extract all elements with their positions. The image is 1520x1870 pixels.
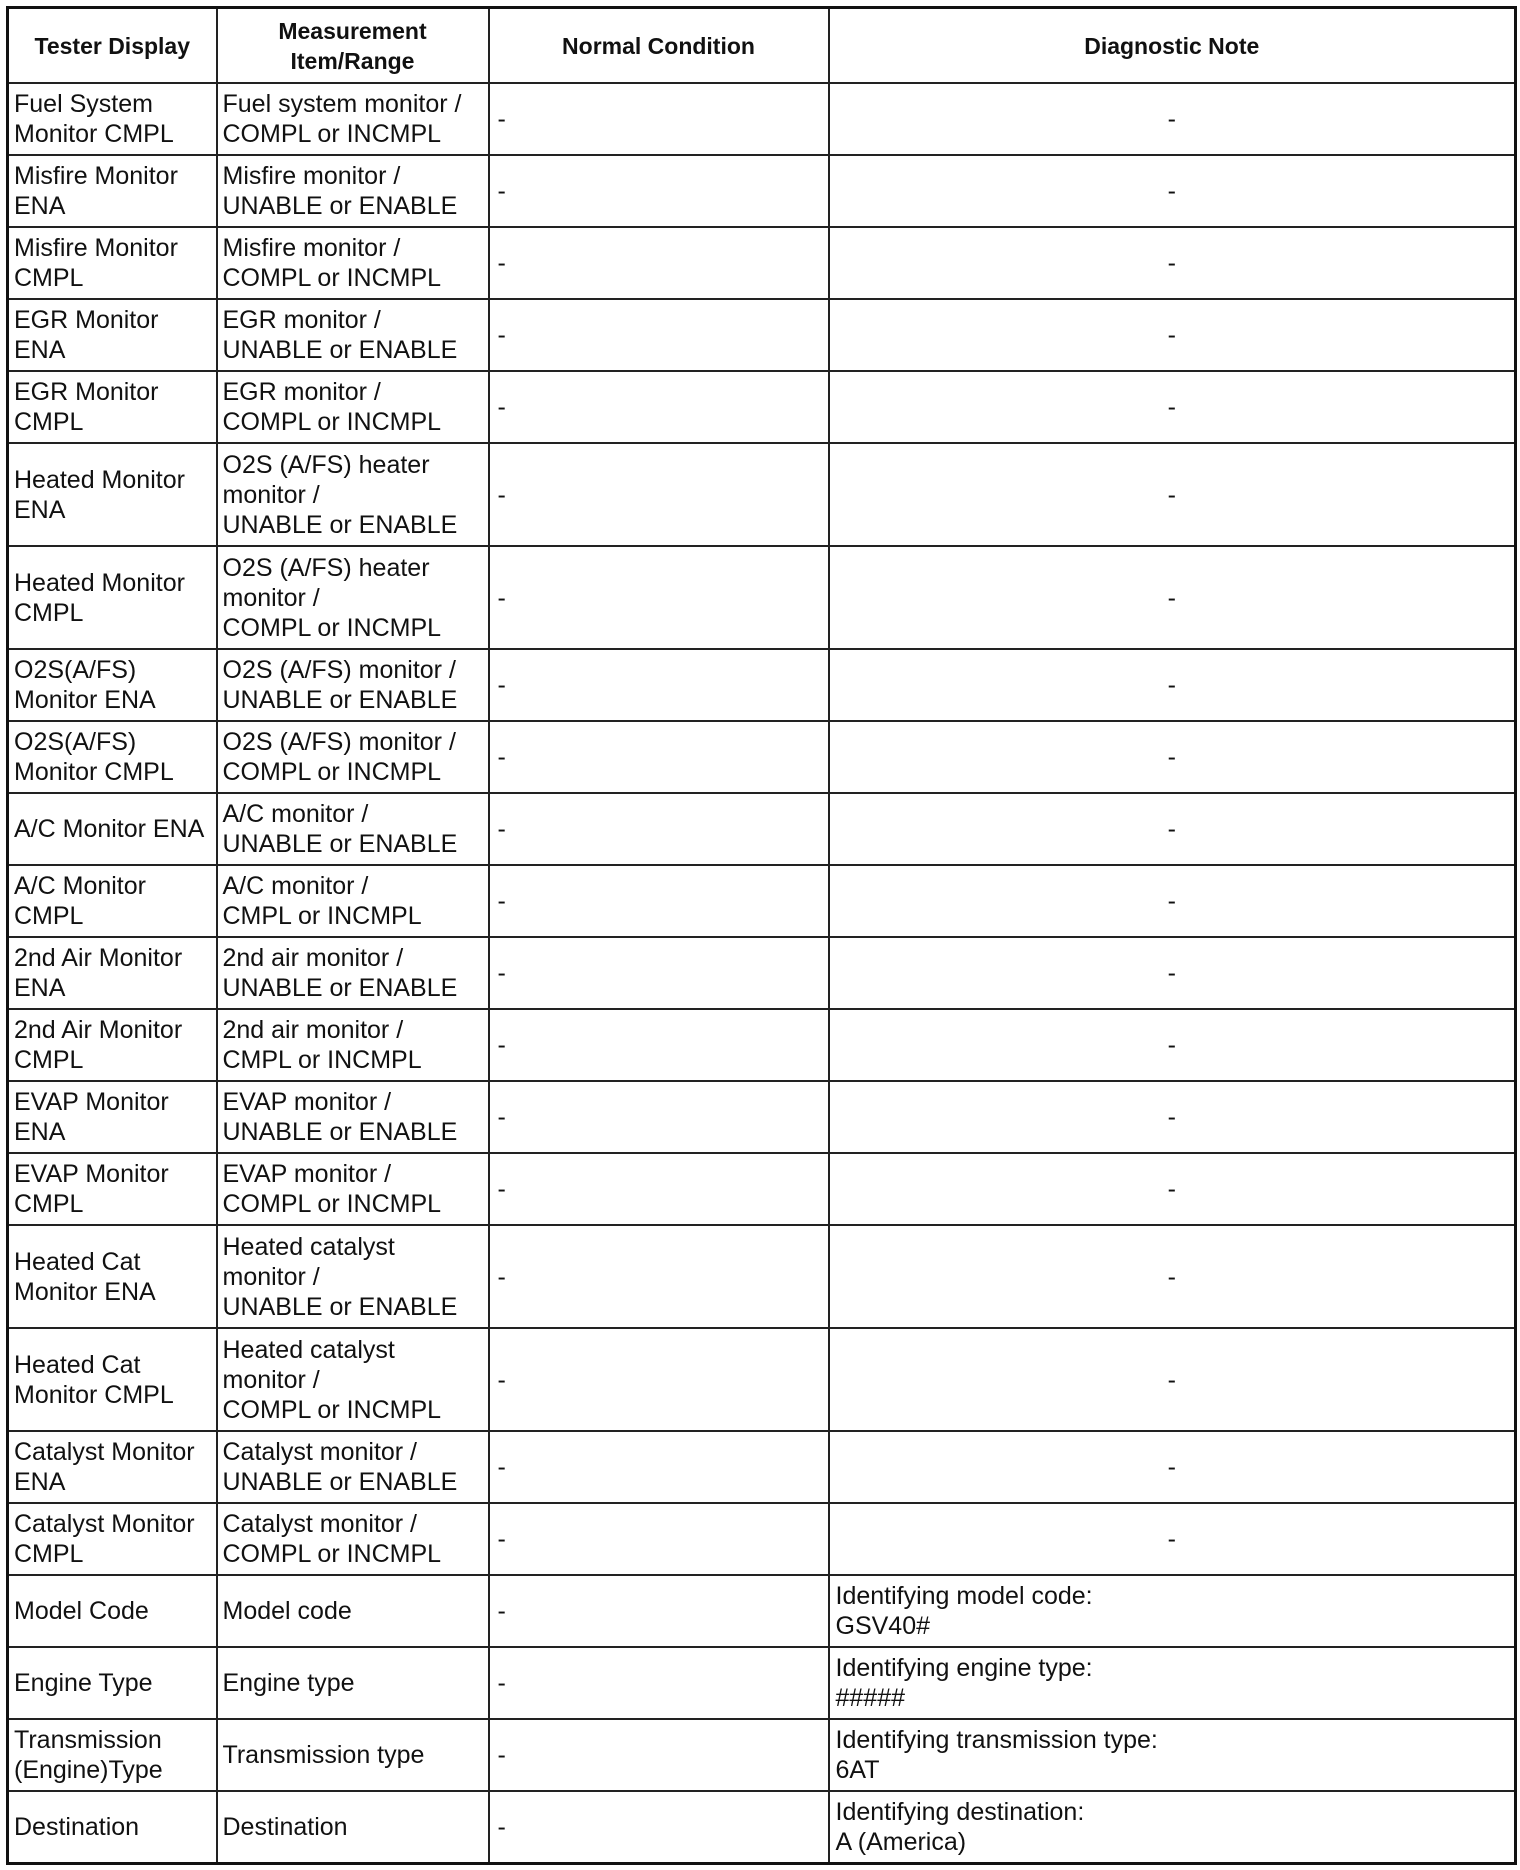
diagnostic-note-cell-line: - — [1167, 393, 1176, 421]
measurement-item-cell-line: 2nd air monitor / — [222, 944, 404, 972]
normal-condition-cell: - — [489, 1647, 829, 1719]
diagnostic-note-cell-line: GSV40# — [835, 1612, 931, 1640]
measurement-item-cell — [217, 299, 489, 371]
tester-display-cell — [8, 721, 217, 793]
table-row — [8, 649, 1516, 721]
diagnostic-note-cell — [829, 299, 1516, 371]
tester-display-cell — [8, 1328, 217, 1431]
diagnostic-note-cell-line: ##### — [835, 1684, 906, 1712]
tester-display-cell — [8, 1009, 217, 1081]
tester-display-cell-line: Monitor ENA — [14, 686, 156, 714]
tester-display-cell — [8, 1791, 217, 1864]
normal-condition-cell: - — [489, 155, 829, 227]
measurement-item-cell-line: UNABLE or ENABLE — [222, 686, 458, 714]
tester-display-cell — [8, 1719, 217, 1791]
measurement-item-cell-line: Transmission type — [222, 1741, 425, 1769]
measurement-item-cell — [217, 1009, 489, 1081]
diagnostic-note-cell-line: - — [1167, 583, 1176, 612]
tester-display-cell — [8, 793, 217, 865]
measurement-item-cell-line: EGR monitor / — [222, 306, 381, 334]
normal-condition-cell: - — [489, 299, 829, 371]
tester-display-cell — [8, 546, 217, 649]
diagnostic-note-cell — [829, 155, 1516, 227]
normal-condition-cell: - — [489, 1431, 829, 1503]
measurement-item-cell — [217, 721, 489, 793]
measurement-item-cell-line: Catalyst monitor / — [222, 1510, 418, 1538]
table-row — [8, 1328, 1516, 1431]
table-row — [8, 1719, 1516, 1791]
measurement-item-cell — [217, 1225, 489, 1328]
normal-condition-cell: - — [489, 937, 829, 1009]
tester-display-cell-line: Engine Type — [14, 1669, 153, 1697]
tester-display-cell — [8, 1081, 217, 1153]
measurement-item-cell-line: Catalyst monitor / — [222, 1438, 418, 1466]
diagnostic-note-cell-line: - — [1167, 959, 1176, 987]
tester-display-cell-line: CMPL — [14, 902, 84, 930]
tester-display-cell-line: Destination — [14, 1813, 140, 1841]
tester-display-cell — [8, 1431, 217, 1503]
tester-display-cell-line: O2S(A/FS) — [14, 656, 137, 684]
diagnostic-note-cell — [829, 1503, 1516, 1575]
measurement-item-cell — [217, 1431, 489, 1503]
measurement-item-cell — [217, 937, 489, 1009]
measurement-item-cell — [217, 1575, 489, 1647]
normal-condition-cell: - — [489, 1575, 829, 1647]
table-row — [8, 371, 1516, 443]
tester-display-cell-line: (Engine)Type — [14, 1756, 163, 1784]
tester-display-cell-line: Catalyst Monitor — [14, 1438, 195, 1466]
measurement-item-cell-line: Misfire monitor / — [222, 234, 401, 262]
diagnostic-note-cell-line: - — [1167, 1453, 1176, 1481]
tester-display-cell-line: Catalyst Monitor — [14, 1510, 195, 1538]
normal-condition-cell: - — [489, 1009, 829, 1081]
measurement-item-cell-line: O2S (A/FS) monitor / — [222, 728, 456, 756]
diagnostic-note-cell-line: - — [1167, 1103, 1176, 1131]
table-row — [8, 443, 1516, 546]
tester-display-cell-line: Heated Cat — [14, 1247, 141, 1276]
measurement-item-cell-line: COMPL or INCMPL — [222, 1540, 442, 1568]
table-row — [8, 155, 1516, 227]
diagnostic-note-cell-line: - — [1167, 177, 1176, 205]
measurement-item-cell-line: UNABLE or ENABLE — [222, 1118, 458, 1146]
table-row — [8, 721, 1516, 793]
measurement-item-cell-line: UNABLE or ENABLE — [222, 1292, 458, 1321]
tester-display-cell-line: Fuel System — [14, 90, 153, 118]
measurement-item-cell — [217, 155, 489, 227]
tester-display-cell — [8, 155, 217, 227]
table-row — [8, 1503, 1516, 1575]
table-row — [8, 1009, 1516, 1081]
measurement-item-cell-line: COMPL or INCMPL — [222, 1190, 442, 1218]
tester-display-cell-line: A/C Monitor ENA — [14, 815, 205, 843]
tester-display-cell-line: CMPL — [14, 1046, 84, 1074]
measurement-item-cell — [217, 227, 489, 299]
measurement-item-cell-line: monitor / — [222, 480, 320, 509]
measurement-item-cell — [217, 649, 489, 721]
tester-display-cell — [8, 1153, 217, 1225]
tester-display-cell-line: ENA — [14, 974, 66, 1002]
tester-display-cell-line: Monitor CMPL — [14, 758, 174, 786]
measurement-item-cell — [217, 1503, 489, 1575]
measurement-item-cell-line: UNABLE or ENABLE — [222, 336, 458, 364]
normal-condition-cell: - — [489, 371, 829, 443]
tester-display-cell — [8, 299, 217, 371]
measurement-item-cell-line: A/C monitor / — [222, 872, 369, 900]
measurement-item-cell — [217, 1791, 489, 1864]
diagnostic-note-cell-line: Identifying destination: — [835, 1798, 1085, 1826]
diagnostic-note-cell — [829, 865, 1516, 937]
header-measurement-line: Measurement — [278, 17, 427, 44]
measurement-item-cell-line: UNABLE or ENABLE — [222, 192, 458, 220]
measurement-item-cell — [217, 1719, 489, 1791]
diagnostic-note-cell — [829, 371, 1516, 443]
normal-condition-cell: - — [489, 1503, 829, 1575]
diagnostic-note-cell-line: - — [1167, 1175, 1176, 1203]
measurement-item-cell-line: Model code — [222, 1597, 352, 1625]
diagnostic-note-cell-line: - — [1167, 249, 1176, 277]
measurement-item-cell — [217, 1647, 489, 1719]
diagnostic-note-cell-line: - — [1167, 743, 1176, 771]
header-measurement-item-range — [217, 8, 489, 84]
tester-display-cell-line: CMPL — [14, 598, 84, 627]
tester-display-cell-line: Misfire Monitor — [14, 162, 178, 190]
diagnostic-note-cell-line: A (America) — [835, 1828, 967, 1856]
diagnostic-note-cell — [829, 1431, 1516, 1503]
measurement-item-cell-line: COMPL or INCMPL — [222, 408, 442, 436]
tester-display-cell — [8, 83, 217, 155]
tester-display-cell-line: ENA — [14, 1118, 66, 1146]
normal-condition-cell: - — [489, 649, 829, 721]
measurement-item-cell-line: monitor / — [222, 583, 320, 612]
diagnostic-note-cell-line: - — [1167, 1262, 1176, 1291]
measurement-item-cell — [217, 1328, 489, 1431]
diagnostic-note-cell — [829, 227, 1516, 299]
measurement-item-cell — [217, 83, 489, 155]
measurement-item-cell — [217, 1153, 489, 1225]
tester-display-cell-line: Monitor ENA — [14, 1277, 156, 1306]
diagnostic-note-cell — [829, 1575, 1516, 1647]
measurement-item-cell-line: COMPL or INCMPL — [222, 264, 442, 292]
tester-display-cell-line: 2nd Air Monitor — [14, 1016, 183, 1044]
measurement-item-cell-line: monitor / — [222, 1262, 320, 1291]
measurement-item-cell-line: Engine type — [222, 1669, 355, 1697]
diagnostic-note-cell — [829, 1791, 1516, 1864]
table-row — [8, 227, 1516, 299]
diagnostic-note-cell — [829, 1647, 1516, 1719]
diagnostic-note-cell-line: - — [1167, 887, 1176, 915]
tester-display-cell — [8, 865, 217, 937]
diagnostic-note-cell-line: - — [1167, 671, 1176, 699]
measurement-item-cell-line: EGR monitor / — [222, 378, 381, 406]
tester-display-cell-line: Heated Monitor — [14, 568, 185, 597]
tester-display-cell-line: 2nd Air Monitor — [14, 944, 183, 972]
tester-display-cell-line: EGR Monitor — [14, 378, 159, 406]
normal-condition-cell: - — [489, 227, 829, 299]
diagnostic-note-cell-line: - — [1167, 321, 1176, 349]
tester-display-cell-line: CMPL — [14, 408, 84, 436]
measurement-item-cell-line: Fuel system monitor / — [222, 90, 462, 118]
measurement-item-cell-line: CMPL or INCMPL — [222, 1046, 422, 1074]
tester-display-cell — [8, 371, 217, 443]
tester-display-cell-line: Monitor CMPL — [14, 1380, 174, 1409]
tester-display-cell-line: ENA — [14, 336, 66, 364]
table-row — [8, 1575, 1516, 1647]
normal-condition-cell: - — [489, 83, 829, 155]
table-header-row — [8, 8, 1516, 84]
tester-display-cell — [8, 227, 217, 299]
diagnostic-note-cell-line: - — [1167, 105, 1176, 133]
diagnostic-note-cell-line: Identifying model code: — [835, 1582, 1093, 1610]
measurement-item-cell-line: EVAP monitor / — [222, 1088, 392, 1116]
measurement-item-cell-line: COMPL or INCMPL — [222, 1395, 442, 1424]
tester-display-cell-line: ENA — [14, 495, 66, 524]
diagnostic-note-cell — [829, 793, 1516, 865]
table-row — [8, 1647, 1516, 1719]
diagnostic-note-cell — [829, 721, 1516, 793]
normal-condition-cell: - — [489, 793, 829, 865]
tester-display-cell-line: CMPL — [14, 1540, 84, 1568]
measurement-item-cell-line: COMPL or INCMPL — [222, 120, 442, 148]
header-diagnostic-note: Diagnostic Note — [829, 8, 1516, 84]
table-row — [8, 865, 1516, 937]
diagnostic-note-cell — [829, 1225, 1516, 1328]
normal-condition-cell: - — [489, 1081, 829, 1153]
table-row — [8, 1431, 1516, 1503]
tester-display-cell-line: ENA — [14, 192, 66, 220]
measurement-item-cell — [217, 371, 489, 443]
table-body — [8, 83, 1516, 1864]
diagnostic-note-cell — [829, 1719, 1516, 1791]
tester-display-cell-line: ENA — [14, 1468, 66, 1496]
diagnostic-note-cell — [829, 83, 1516, 155]
table-row — [8, 83, 1516, 155]
diagnostic-note-cell — [829, 1153, 1516, 1225]
measurement-item-cell-line: monitor / — [222, 1365, 320, 1394]
tester-display-cell — [8, 937, 217, 1009]
table-row — [8, 1225, 1516, 1328]
header-normal-condition: Normal Condition — [489, 8, 829, 84]
tester-display-cell — [8, 443, 217, 546]
diagnostic-note-cell-line: - — [1167, 480, 1176, 509]
tester-display-cell — [8, 1647, 217, 1719]
measurement-item-cell-line: COMPL or INCMPL — [222, 758, 442, 786]
tester-display-cell — [8, 1225, 217, 1328]
diagnostic-note-cell — [829, 1328, 1516, 1431]
measurement-item-cell-line: Destination — [222, 1813, 348, 1841]
normal-condition-cell: - — [489, 865, 829, 937]
header-tester-display: Tester Display — [8, 8, 217, 84]
normal-condition-cell: - — [489, 1719, 829, 1791]
normal-condition-cell: - — [489, 1791, 829, 1864]
diagnostic-note-cell-line: - — [1167, 1365, 1176, 1394]
data-list-sheet — [6, 6, 1514, 1865]
tester-display-cell-line: Heated Monitor — [14, 465, 185, 494]
diagnostic-note-cell-line: 6AT — [835, 1756, 880, 1784]
measurement-item-cell-line: UNABLE or ENABLE — [222, 974, 458, 1002]
tester-display-cell-line: Monitor CMPL — [14, 120, 174, 148]
tester-display-cell — [8, 1503, 217, 1575]
tester-display-cell-line: EGR Monitor — [14, 306, 159, 334]
measurement-item-cell — [217, 793, 489, 865]
measurement-item-cell-line: O2S (A/FS) monitor / — [222, 656, 456, 684]
table-row — [8, 546, 1516, 649]
normal-condition-cell: - — [489, 1225, 829, 1328]
measurement-item-cell-line: CMPL or INCMPL — [222, 902, 422, 930]
measurement-item-cell — [217, 546, 489, 649]
measurement-item-cell — [217, 865, 489, 937]
normal-condition-cell: - — [489, 1153, 829, 1225]
measurement-item-cell-line: Heated catalyst — [222, 1335, 395, 1364]
measurement-item-cell-line: 2nd air monitor / — [222, 1016, 404, 1044]
measurement-item-cell-line: O2S (A/FS) heater — [222, 553, 430, 582]
table-row — [8, 1081, 1516, 1153]
normal-condition-cell: - — [489, 443, 829, 546]
tester-display-cell-line: CMPL — [14, 264, 84, 292]
data-list-table — [6, 6, 1517, 1865]
diagnostic-note-cell — [829, 1081, 1516, 1153]
header-measurement-line: Item/Range — [290, 47, 415, 74]
diagnostic-note-cell — [829, 546, 1516, 649]
measurement-item-cell-line: Heated catalyst — [222, 1232, 395, 1261]
tester-display-cell-line: Transmission — [14, 1726, 162, 1754]
diagnostic-note-cell-line: Identifying engine type: — [835, 1654, 1093, 1682]
measurement-item-cell-line: Misfire monitor / — [222, 162, 401, 190]
normal-condition-cell: - — [489, 546, 829, 649]
diagnostic-note-cell — [829, 649, 1516, 721]
tester-display-cell-line: Model Code — [14, 1597, 149, 1625]
table-row — [8, 1153, 1516, 1225]
diagnostic-note-cell-line: Identifying transmission type: — [835, 1726, 1158, 1754]
measurement-item-cell-line: A/C monitor / — [222, 800, 369, 828]
normal-condition-cell: - — [489, 1328, 829, 1431]
measurement-item-cell — [217, 1081, 489, 1153]
tester-display-cell-line: Heated Cat — [14, 1350, 141, 1379]
table-row — [8, 793, 1516, 865]
tester-display-cell-line: CMPL — [14, 1190, 84, 1218]
table-row — [8, 937, 1516, 1009]
table-row — [8, 1791, 1516, 1864]
diagnostic-note-cell — [829, 1009, 1516, 1081]
diagnostic-note-cell-line: - — [1167, 1031, 1176, 1059]
measurement-item-cell-line: EVAP monitor / — [222, 1160, 392, 1188]
tester-display-cell-line: A/C Monitor — [14, 872, 146, 900]
tester-display-cell-line: EVAP Monitor — [14, 1160, 169, 1188]
tester-display-cell-line: Misfire Monitor — [14, 234, 178, 262]
tester-display-cell — [8, 649, 217, 721]
measurement-item-cell-line: UNABLE or ENABLE — [222, 510, 458, 539]
diagnostic-note-cell-line: - — [1167, 815, 1176, 843]
normal-condition-cell: - — [489, 721, 829, 793]
measurement-item-cell-line: COMPL or INCMPL — [222, 613, 442, 642]
diagnostic-note-cell-line: - — [1167, 1525, 1176, 1553]
tester-display-cell — [8, 1575, 217, 1647]
diagnostic-note-cell — [829, 443, 1516, 546]
tester-display-cell-line: EVAP Monitor — [14, 1088, 169, 1116]
measurement-item-cell-line: UNABLE or ENABLE — [222, 830, 458, 858]
measurement-item-cell-line: UNABLE or ENABLE — [222, 1468, 458, 1496]
measurement-item-cell — [217, 443, 489, 546]
measurement-item-cell-line: O2S (A/FS) heater — [222, 450, 430, 479]
diagnostic-note-cell — [829, 937, 1516, 1009]
tester-display-cell-line: O2S(A/FS) — [14, 728, 137, 756]
table-row — [8, 299, 1516, 371]
